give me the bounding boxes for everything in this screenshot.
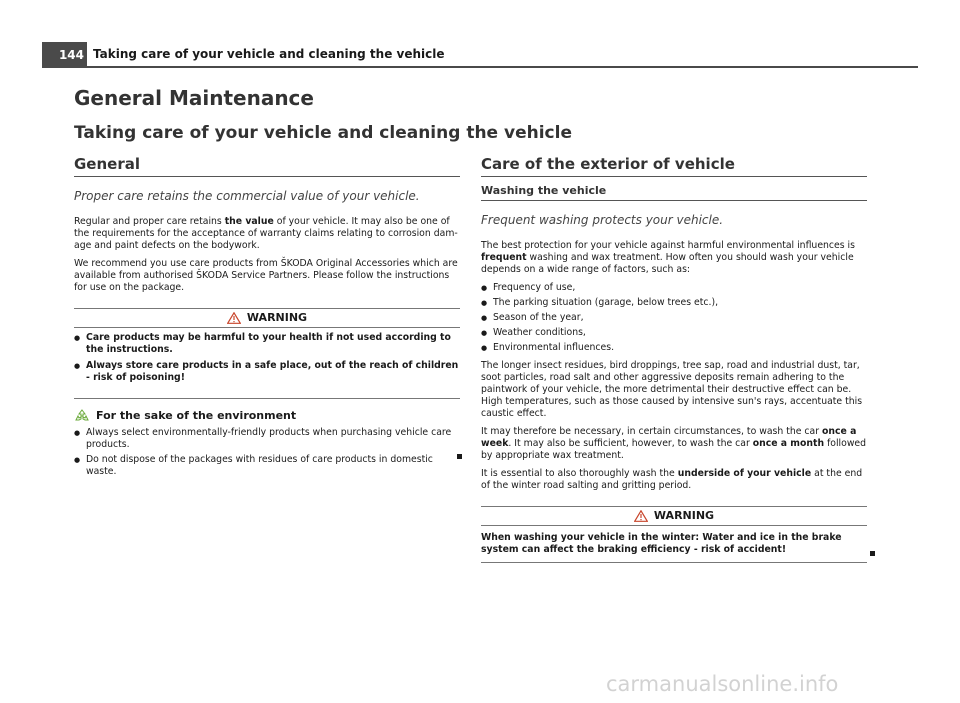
environment-item: ● Always select environmentally-friendly products when purchasing vehicle care products. [74,427,460,451]
running-title: Taking care of your vehicle and cleaning the vehicle [93,47,445,61]
warning-label: WARNING [653,509,715,522]
chapter-title: General Maintenance [74,86,314,110]
general-paragraph-2: We recommend you use care products from ŠKODA Original Accessories which are available from authorised ŠKODA Service Partners. Please follow the instructions for use on the package. [74,258,458,293]
washing-paragraph-4: It is essential to also thoroughly wash the underside of your vehicle at the end of the winter road salting and gritting period. [481,468,863,491]
header-rule [87,66,918,68]
environment-item: ● Do not dispose of the packages with residues of care products in domestic waste. [74,454,460,478]
right-column [481,155,867,573]
section-end-marker [870,551,875,556]
warning-triangle-icon [227,312,241,324]
warning-list [74,328,460,392]
watermark: carmanualsonline.info [606,672,839,696]
warning-header [74,309,460,328]
environment-heading [74,409,460,423]
warning-text [481,526,867,562]
factor-list [481,282,867,354]
factor-item: ● Weather conditions, [481,327,867,339]
environment-heading-text: For the sake of the environment [96,409,297,422]
washing-subheading: Washing the vehicle [481,177,867,201]
washing-intro: Frequent washing protects your vehicle. [481,213,724,227]
environment-list [74,427,460,478]
warning-box-winter-washing [481,506,867,563]
factor-item: ● Season of the year, [481,312,867,324]
warning-item: ● Care products may be harmful to your health if not used according to the instructions. [74,332,460,356]
general-paragraph-1: Regular and proper care retains the value of your vehicle. It may also be one of the requirements for the acceptance of warranty claims relating to corrosion dam-age and paint defects on the bodywork. [74,216,458,251]
warning-header [481,507,867,526]
exterior-care-heading: Care of the exterior of vehicle [481,158,867,177]
washing-paragraph-3: It may therefore be necessary, in certain circumstances, to wash the car once a week. It may also be sufficient, however, to wash the car once a month followed by appropriate wax treatment. [481,426,867,461]
washing-paragraph-1: The best protection for your vehicle against harmful environmental influences is frequent washing and wax treatment. How often you should wash your vehicle depends on a wide range of factors, such as: [481,240,855,275]
general-heading: General [74,158,460,177]
warning-triangle-icon [634,510,648,522]
page-number: 144 [42,42,87,68]
factor-item: ● Environmental influences. [481,342,867,354]
recycle-icon [74,409,90,423]
washing-paragraph-2: The longer insect residues, bird droppings, tree sap, road and industrial dust, tar, soot particles, road salt and other aggressive deposits remain adhering to the paintwork of your vehicle, the more detrimental their destructive effect can be. High temperatures, such as those caused by intensive sun's rays, accentuate this caustic effect. [481,360,863,419]
warning-box-care-products [74,308,460,399]
page-header [42,42,918,68]
warning-text-paragraph: When washing your vehicle in the winter: Water and ice in the brake system can affect the braking efficiency - risk of accident! [481,532,842,555]
warning-label: WARNING [246,311,308,324]
section-title: Taking care of your vehicle and cleaning the vehicle [74,123,572,143]
factor-item: ● Frequency of use, [481,282,867,294]
warning-item: ● Always store care products in a safe place, out of the reach of children - risk of poisoning! [74,360,460,384]
section-end-marker [457,454,462,459]
general-intro: Proper care retains the commercial value of your vehicle. [74,189,420,203]
factor-item: ● The parking situation (garage, below trees etc.), [481,297,867,309]
left-column [74,155,460,484]
